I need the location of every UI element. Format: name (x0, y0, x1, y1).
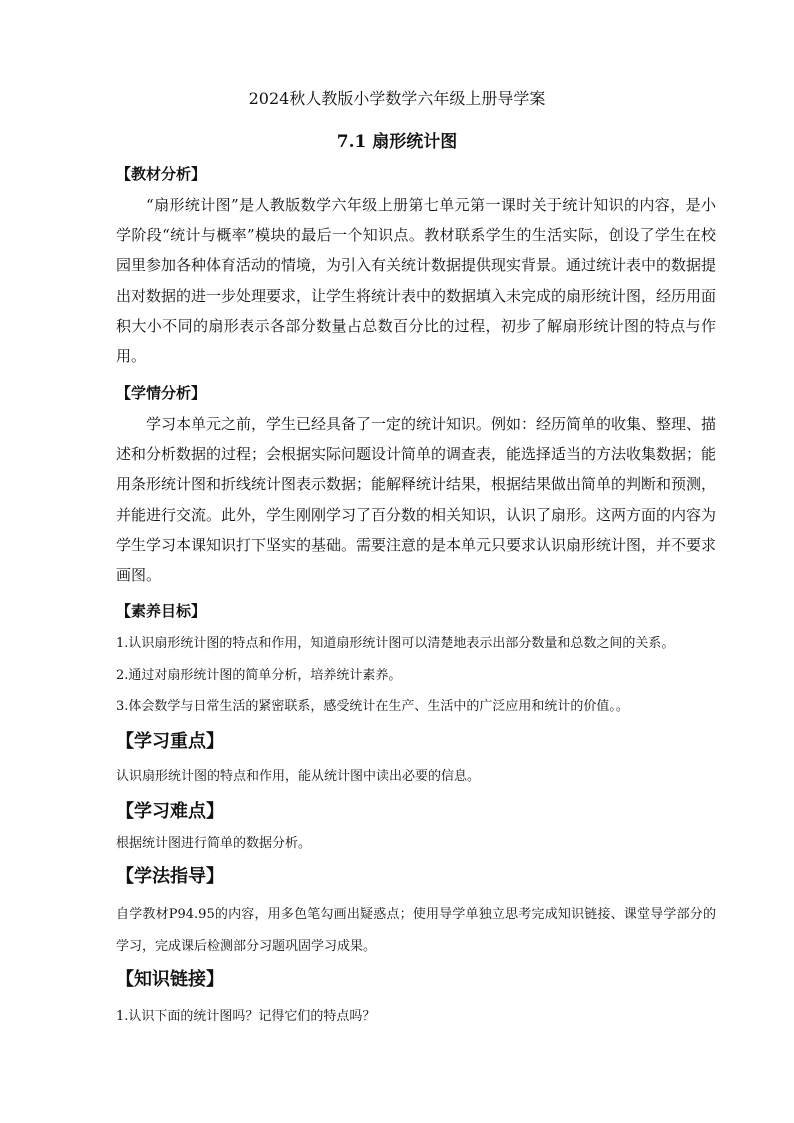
heading-difficulties: 【学习难点】 (116, 801, 224, 822)
knowledge-link-item-1: 1.认识下面的统计图吗？记得它们的特点吗？ (116, 1009, 376, 1024)
heading-key-points: 【学习重点】 (116, 731, 224, 752)
lesson-title: 7.1 扇形统计图 (336, 132, 458, 152)
literacy-goal-item-2: 2.通过对扇形统计图的简单分析，培养统计素养。 (116, 668, 402, 683)
heading-student-analysis: 【学情分析】 (116, 384, 207, 402)
document-title: 2024秋人教版小学数学六年级上册导学案 (248, 89, 546, 108)
literacy-goal-item-1: 1.认识扇形统计图的特点和作用，知道扇形统计图可以清楚地表示出部分数量和总数之间的关系。 (116, 636, 675, 651)
paragraph-student-analysis: 学习本单元之前，学生已经具备了一定的统计知识。例如：经历简单的收集、整理、描述和分析数据的过程；会根据实际问题设计简单的调查表，能选择适当的方法收集数据；能用条形统计图和折线统计图表示数据；能解释统计结果，根据结果做出简单的判断和预测，并能进行交流。此外，学生刚刚学习了百分数的相关知识，认识了扇形。这两方面的内容为学生学习本课知识打下坚实的基础。需要注意的是本单元只要求认识扇形统计图，并不要求画图。 (116, 415, 717, 585)
heading-literacy-goals: 【素养目标】 (116, 602, 207, 620)
paragraph-textbook-analysis: “扇形统计图”是人教版数学六年级上册第七单元第一课时关于统计知识的内容，是小学阶段“统计与概率”模块的最后一个知识点。教材联系学生的生活实际，创设了学生在校园里参加各种体育活动的情境，为引入有关统计数据提供现实背景。通过统计表中的数据提出对数据的进一步处理要求，让学生将统计表中的数据填入未完成的扇形统计图，经历用面积大小不同的扇形表示各部分数量占总数百分比的过程，初步了解扇形统计图的特点与作用。 (116, 196, 717, 366)
heading-textbook-analysis: 【教材分析】 (116, 165, 207, 183)
heading-knowledge-link: 【知识链接】 (116, 969, 224, 990)
paragraph-method-guidance: 自学教材P94.95的内容，用多色笔勾画出疑惑点；使用导学单独立思考完成知识链接、课堂导学部分的学习，完成课后检测部分习题巩固学习成果。 (116, 907, 716, 954)
heading-method-guidance: 【学法指导】 (116, 866, 224, 887)
paragraph-key-points: 认识扇形统计图的特点和作用，能从统计图中读出必要的信息。 (116, 769, 481, 784)
literacy-goal-item-3: 3.体会数学与日常生活的紧密联系，感受统计在生产、生活中的广泛应用和统计的价值。。 (116, 699, 629, 714)
paragraph-difficulties: 根据统计图进行简单的数据分析。 (116, 836, 312, 851)
